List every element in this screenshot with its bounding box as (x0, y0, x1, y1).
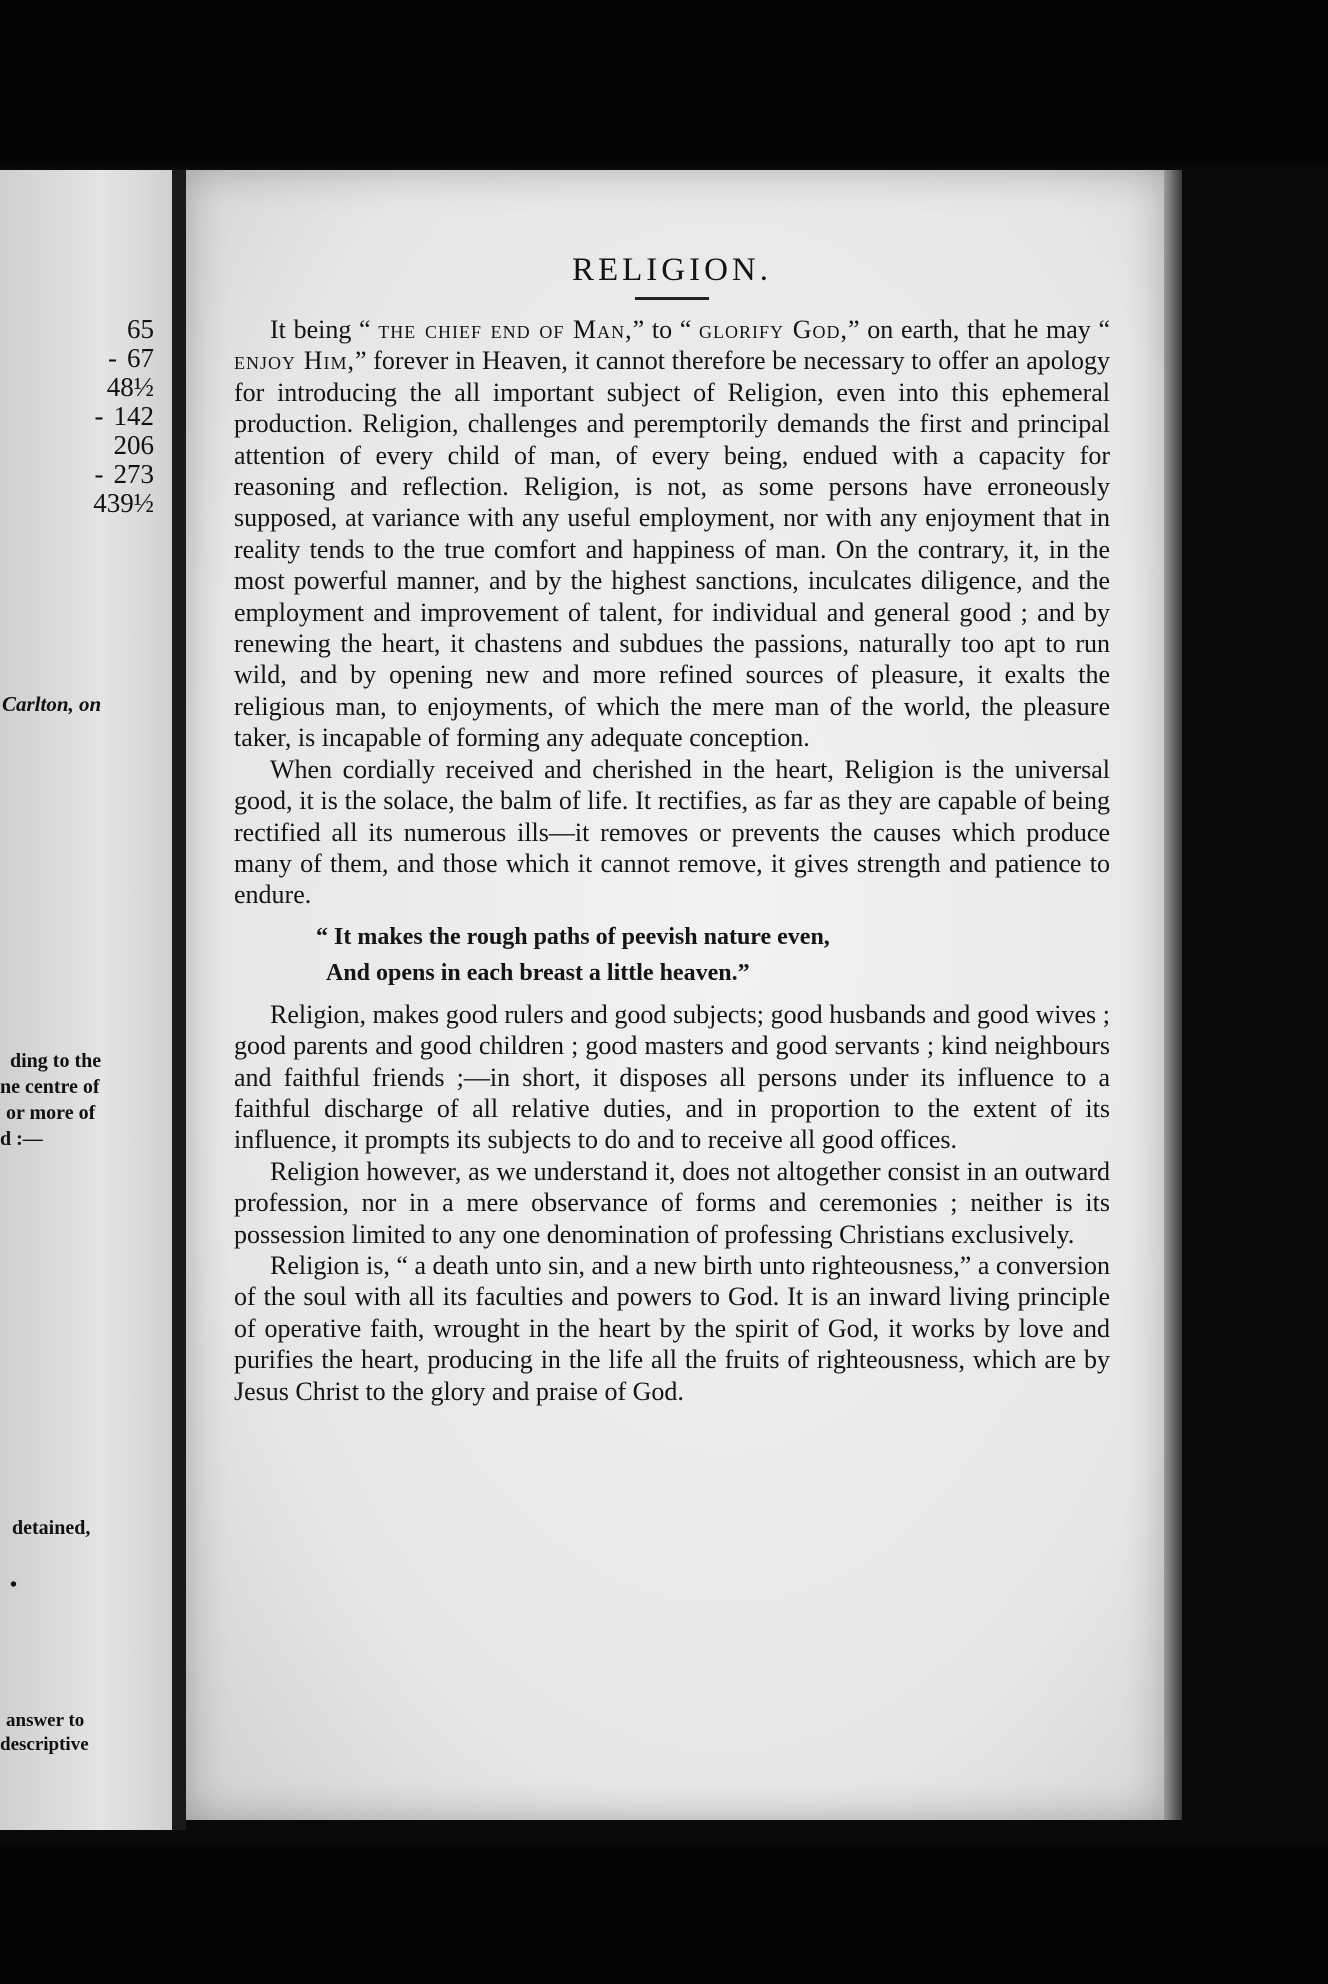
left-fragment: or more of (6, 1102, 96, 1124)
page-title: RELIGION. (571, 252, 773, 288)
paragraph: It being “ the chief end of Man,” to “ glorify God,” on earth, that he may “ enjoy Him,” forever in Heaven, it cannot therefore be necessary to offer an apology for introducing the all important subject of Religion, even into this ephemeral production. Religion, challenges and peremptorily demands the first and principal attention of every child of man, of every being, endued with a capacity for reasoning and reflection. Religion, is not, as some persons have erroneously supposed, at variance with any useful employment, nor with any enjoyment that in reality tends to the true comfort and happiness of man. On the contrary, it, in the most powerful manner, and by the highest sanctions, inculcates diligence, and the employment and improvement of talent, for individual and general good ; and by renewing the heart, it chastens and subdues the passions, naturally too apt to run wild, and by opening new and more refined sources of pleasure, it exalts the religious man, to enjoyments, of which the mere man of the world, the pleasure taker, is incapable of forming any adequate conception. (234, 315, 1111, 753)
paragraph: Religion is, “ a death unto sin, and a new birth unto righteousness,” a conversion of the soul with all its faculties and powers to God. It is an inward living principle of operative faith, wrought in the heart by the spirit of God, it works by love and purifies the heart, producing in the life all the fruits of righteousness, which are by Jesus Christ to the glory and praise of God. (234, 1250, 1110, 1406)
main-page (186, 170, 1164, 1820)
left-fragment: detained, (12, 1517, 91, 1539)
number-row: 65 (127, 314, 154, 344)
paragraph: Religion however, as we understand it, does not altogether consist in an outward profession, nor in a mere observance of forms and ceremonies ; neither is its possession limited to any one denomination of professing Christians exclusively. (234, 1156, 1110, 1249)
left-fragment: descriptive (0, 1734, 89, 1755)
left-fragment: ding to the (10, 1050, 102, 1072)
page-gutter (172, 170, 186, 1830)
article-body (234, 314, 1110, 1407)
page-edge (1164, 170, 1182, 1820)
article (234, 252, 1110, 1407)
title-rule (635, 297, 709, 300)
number-row: - 273 (94, 459, 154, 489)
left-fragment: answer to (6, 1710, 85, 1731)
left-fragment: d :— (0, 1128, 43, 1150)
quote-line: “ It makes the rough paths of peevish nature even, (316, 923, 830, 950)
paragraph: Religion, makes good rulers and good subjects; good husbands and good wives ; good parents and good children ; good masters and good servants ; kind neighbours and faithful friends ;—in short, it disposes all persons under its influence to a faithful discharge of all relative duties, and in proportion to the extent of its influence, it prompts its subjects to do and to receive all good offices. (234, 999, 1110, 1155)
number-row: 48½ (106, 372, 154, 402)
verse-quote (234, 919, 1110, 991)
left-page (0, 170, 172, 1830)
number-column (0, 315, 154, 518)
quote-line: And opens in each breast a little heaven.” (326, 959, 750, 986)
number-row: - 142 (94, 401, 154, 431)
number-row: - 67 (108, 343, 154, 373)
left-fragment: ne centre of (0, 1076, 100, 1098)
number-row: 439½ (93, 488, 154, 518)
paragraph: When cordially received and cherished in the heart, Religion is the universal good, it is the solace, the balm of life. It rectifies, as far as they are capable of being rectified all its numerous ills—it removes or prevents the causes which produce many of them, and those which it cannot remove, it gives strength and patience to endure. (234, 754, 1110, 910)
left-fragment: • (10, 1574, 18, 1596)
left-fragment: Carlton, on (2, 692, 102, 716)
number-row: 206 (113, 430, 154, 460)
